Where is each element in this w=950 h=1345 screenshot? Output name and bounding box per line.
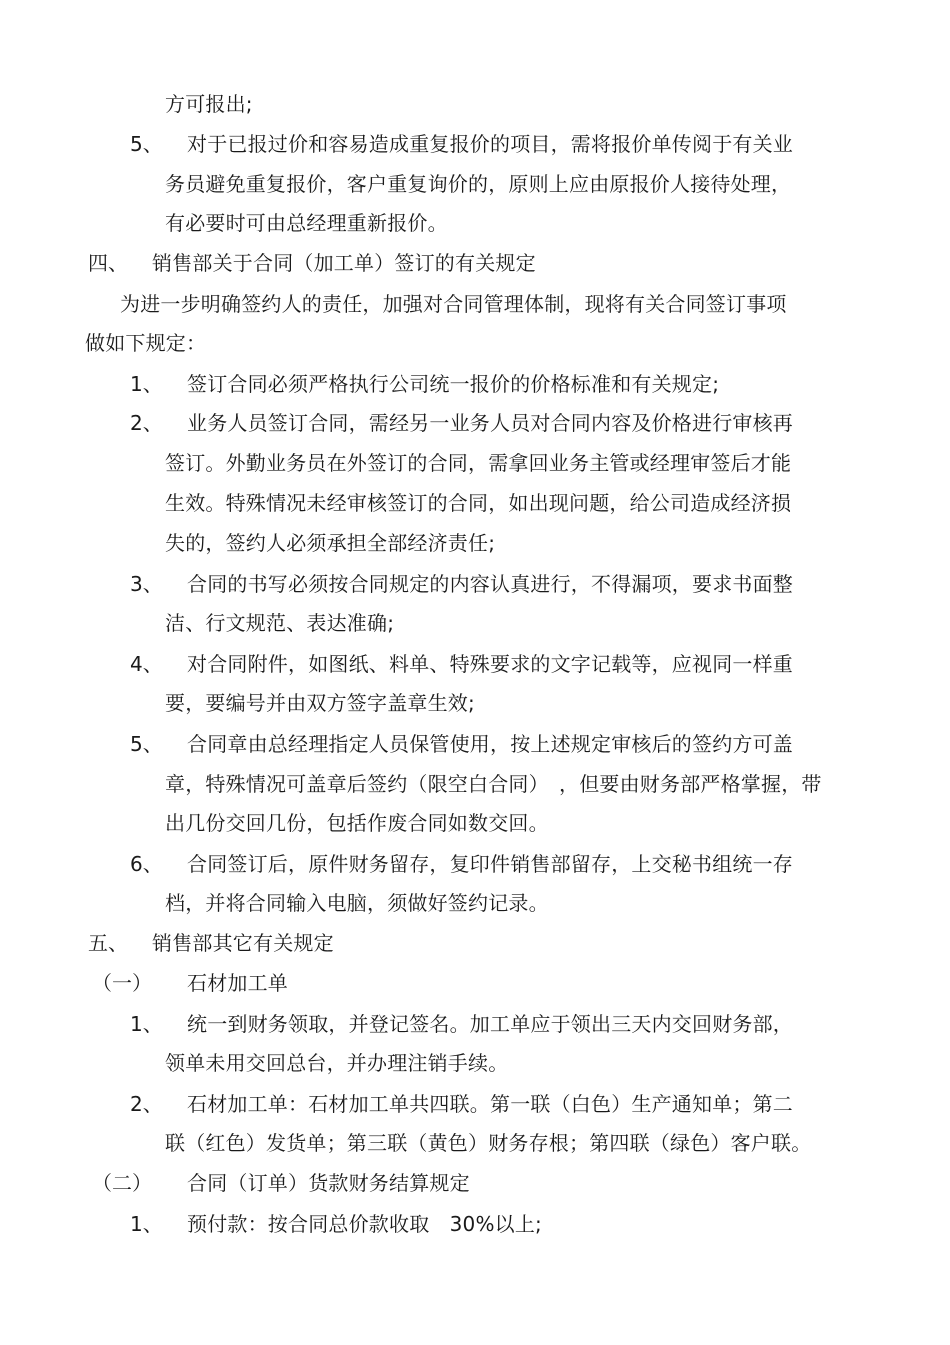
text-line: 失的，签约人必须承担全部经济责任; [165,531,496,555]
text-line: 领单未用交回总台，并办理注销手续。 [165,1051,509,1075]
subsection-heading: 石材加工单 [187,971,288,995]
item-number: 1、 [130,1212,163,1236]
text-line: 石材加工单：石材加工单共四联。第一联（白色）生产通知单；第二 [187,1092,793,1116]
text-line: 生效。特殊情况未经审核签订的合同，如出现问题，给公司造成经济损 [165,491,792,515]
section-number: 四、 [88,251,128,275]
text-line: 要，要编号并由双方签字盖章生效; [165,691,475,715]
subsection-number: （一） [92,971,152,995]
text-line: 签订。外勤业务员在外签订的合同，需拿回业务主管或经理审签后才能 [165,451,792,475]
text-line: 方可报出; [165,92,253,116]
item-number: 1、 [130,1012,163,1036]
text-line: 为进一步明确签约人的责任，加强对合同管理体制，现将有关合同签订事项 [120,292,787,316]
text-line: 统一到财务领取，并登记签名。加工单应于领出三天内交回财务部， [187,1012,793,1036]
section-number: 五、 [88,931,128,955]
text-line: 章，特殊情况可盖章后签约（限空白合同） ，但要由财务部严格掌握，带 [165,772,822,796]
item-number: 1、 [130,372,163,396]
item-number: 5、 [130,732,163,756]
text-line: 务员避免重复报价，客户重复询价的，原则上应由原报价人接待处理， [165,172,792,196]
item-number: 2、 [130,1092,163,1116]
text-line: 合同的书写必须按合同规定的内容认真进行，不得漏项，要求书面整 [187,572,793,596]
text-line: 联（红色）发货单；第三联（黄色）财务存根；第四联（绿色）客户联。 [165,1131,812,1155]
text-line: 对于已报过价和容易造成重复报价的项目，需将报价单传阅于有关业 [187,132,793,156]
text-line: 对合同附件，如图纸、料单、特殊要求的文字记载等，应视同一样重 [187,652,793,676]
text-line: 有必要时可由总经理重新报价。 [165,211,448,235]
text-line: 出几份交回几份，包括作废合同如数交回。 [165,811,549,835]
text-line: 业务人员签订合同，需经另一业务人员对合同内容及价格进行审核再 [187,411,793,435]
text-line: 签订合同必须严格执行公司统一报价的价格标准和有关规定; [187,372,720,396]
text-line: 档，并将合同输入电脑，须做好签约记录。 [165,891,549,915]
item-number: 5、 [130,132,163,156]
section-heading: 销售部其它有关规定 [152,931,334,955]
section-heading: 销售部关于合同（加工单）签订的有关规定 [152,251,536,275]
text-line: 合同签订后，原件财务留存，复印件销售部留存，上交秘书组统一存 [187,852,793,876]
text-line: 合同章由总经理指定人员保管使用，按上述规定审核后的签约方可盖 [187,732,793,756]
item-number: 2、 [130,411,163,435]
item-number: 6、 [130,852,163,876]
subsection-number: （二） [92,1171,152,1195]
item-number: 4、 [130,652,163,676]
subsection-heading: 合同（订单）货款财务结算规定 [187,1171,470,1195]
text-line: 做如下规定： [85,331,207,355]
item-number: 3、 [130,572,163,596]
text-line: 预付款：按合同总价款收取 30%以上; [187,1212,542,1236]
text-line: 洁、行文规范、表达准确; [165,611,395,635]
